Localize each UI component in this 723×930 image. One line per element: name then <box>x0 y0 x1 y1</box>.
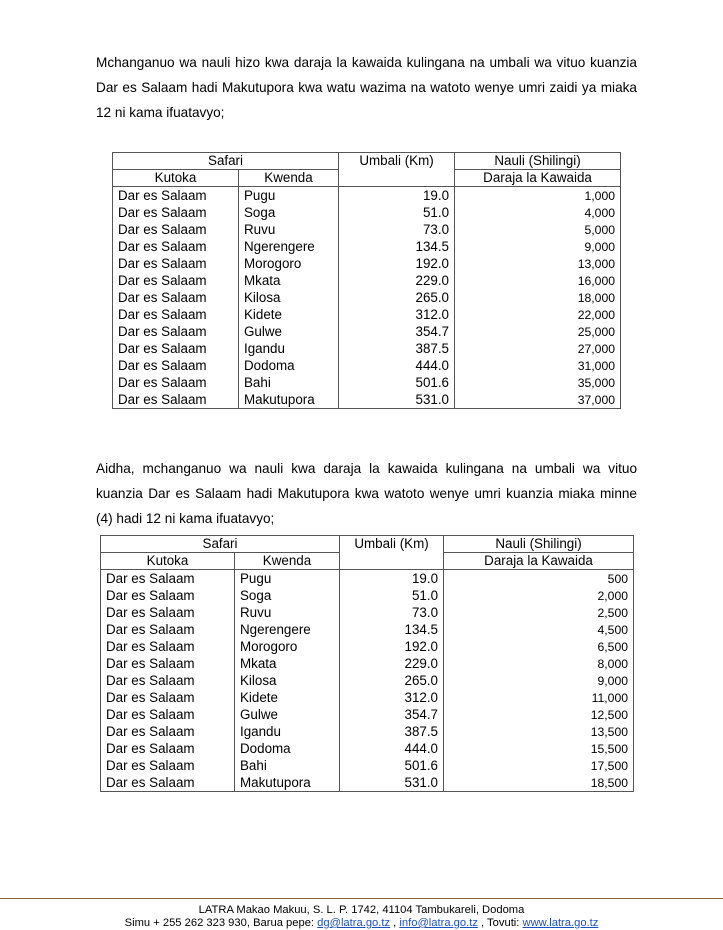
table-row <box>113 187 621 205</box>
table-row <box>113 357 621 374</box>
header-umbali: Umbali (Km) <box>340 536 444 570</box>
cell-to: Makutupora <box>235 774 340 792</box>
cell-fare: 5,000 <box>455 221 621 238</box>
cell-distance: 19.0 <box>340 570 444 588</box>
table-row <box>113 340 621 357</box>
cell-to: Igandu <box>239 340 339 357</box>
cell-fare: 22,000 <box>455 306 621 323</box>
cell-from: Dar es Salaam <box>101 587 235 604</box>
cell-distance: 387.5 <box>339 340 455 357</box>
intro-paragraph-adults: Mchanganuo wa nauli hizo kwa daraja la kawaida kulingana na umbali wa vituo kuanzia Dar es Salaam hadi Makutupora kwa watu wazima na watoto wenye umri zaidi ya miaka 12 ni kama ifuatavyo; <box>96 55 637 120</box>
cell-to: Bahi <box>235 757 340 774</box>
cell-distance: 354.7 <box>339 323 455 340</box>
header-kwenda: Kwenda <box>239 170 339 187</box>
cell-fare: 18,000 <box>455 289 621 306</box>
intro-paragraph-children: Aidha, mchanganuo wa nauli kwa daraja la kawaida kulingana na umbali wa vituo kuanzia Dar es Salaam hadi Makutupora kwa watoto wenye umri kuanzia miaka minne (4) hadi 12 ni kama ifuatavyo; <box>96 461 637 526</box>
table-row <box>113 323 621 340</box>
table-row <box>113 238 621 255</box>
cell-distance: 265.0 <box>340 672 444 689</box>
fare-table-children <box>100 535 634 792</box>
cell-distance: 51.0 <box>339 204 455 221</box>
cell-from: Dar es Salaam <box>101 740 235 757</box>
header-safari: Safari <box>101 536 340 553</box>
table-row <box>113 306 621 323</box>
cell-fare: 4,000 <box>455 204 621 221</box>
cell-fare: 11,000 <box>444 689 634 706</box>
table-row <box>113 204 621 221</box>
cell-to: Kilosa <box>239 289 339 306</box>
cell-distance: 265.0 <box>339 289 455 306</box>
table-row <box>101 655 634 672</box>
cell-from: Dar es Salaam <box>101 672 235 689</box>
header-safari: Safari <box>113 153 339 170</box>
footer-phone: Simu + 255 262 323 930, Barua pepe: <box>124 917 318 929</box>
cell-to: Morogoro <box>239 255 339 272</box>
cell-distance: 51.0 <box>340 587 444 604</box>
cell-to: Soga <box>239 204 339 221</box>
header-nauli: Nauli (Shilingi) <box>455 153 621 170</box>
header-daraja: Daraja la Kawaida <box>455 170 621 187</box>
cell-to: Ngerengere <box>235 621 340 638</box>
cell-to: Dodoma <box>235 740 340 757</box>
table-row <box>101 604 634 621</box>
cell-distance: 192.0 <box>339 255 455 272</box>
cell-to: Ruvu <box>239 221 339 238</box>
cell-fare: 6,500 <box>444 638 634 655</box>
cell-distance: 501.6 <box>339 374 455 391</box>
cell-from: Dar es Salaam <box>101 757 235 774</box>
cell-fare: 37,000 <box>455 391 621 409</box>
cell-to: Mkata <box>235 655 340 672</box>
cell-distance: 73.0 <box>340 604 444 621</box>
table-row <box>113 221 621 238</box>
cell-distance: 134.5 <box>340 621 444 638</box>
cell-fare: 13,000 <box>455 255 621 272</box>
email-link-info[interactable]: info@latra.go.tz <box>399 917 478 929</box>
cell-from: Dar es Salaam <box>113 357 239 374</box>
cell-from: Dar es Salaam <box>113 255 239 272</box>
cell-distance: 531.0 <box>340 774 444 792</box>
cell-fare: 15,500 <box>444 740 634 757</box>
cell-from: Dar es Salaam <box>113 391 239 409</box>
table-row <box>101 740 634 757</box>
cell-fare: 13,500 <box>444 723 634 740</box>
cell-fare: 18,500 <box>444 774 634 792</box>
cell-from: Dar es Salaam <box>113 238 239 255</box>
cell-from: Dar es Salaam <box>113 187 239 205</box>
cell-from: Dar es Salaam <box>113 374 239 391</box>
table-row <box>101 672 634 689</box>
cell-to: Ngerengere <box>239 238 339 255</box>
cell-fare: 16,000 <box>455 272 621 289</box>
cell-fare: 27,000 <box>455 340 621 357</box>
cell-fare: 12,500 <box>444 706 634 723</box>
cell-to: Pugu <box>235 570 340 588</box>
cell-from: Dar es Salaam <box>101 689 235 706</box>
cell-to: Pugu <box>239 187 339 205</box>
cell-from: Dar es Salaam <box>101 638 235 655</box>
cell-distance: 229.0 <box>340 655 444 672</box>
cell-from: Dar es Salaam <box>113 204 239 221</box>
cell-distance: 73.0 <box>339 221 455 238</box>
table-row <box>101 723 634 740</box>
footer-separator: , Tovuti: <box>477 917 523 929</box>
cell-fare: 9,000 <box>444 672 634 689</box>
cell-distance: 387.5 <box>340 723 444 740</box>
cell-to: Kidete <box>239 306 339 323</box>
email-link-dg[interactable]: dg@latra.go.tz <box>317 917 391 929</box>
cell-from: Dar es Salaam <box>113 323 239 340</box>
fare-table-adults <box>112 152 621 409</box>
table-row <box>113 289 621 306</box>
cell-distance: 531.0 <box>339 391 455 409</box>
cell-fare: 25,000 <box>455 323 621 340</box>
header-daraja: Daraja la Kawaida <box>444 553 634 570</box>
footer-address: LATRA Makao Makuu, S. L. P. 1742, 41104 Tambukareli, Dodoma <box>198 904 525 916</box>
cell-from: Dar es Salaam <box>113 221 239 238</box>
cell-fare: 4,500 <box>444 621 634 638</box>
cell-fare: 2,000 <box>444 587 634 604</box>
header-kwenda: Kwenda <box>235 553 340 570</box>
cell-to: Kilosa <box>235 672 340 689</box>
cell-to: Dodoma <box>239 357 339 374</box>
cell-to: Makutupora <box>239 391 339 409</box>
cell-distance: 134.5 <box>339 238 455 255</box>
cell-from: Dar es Salaam <box>101 655 235 672</box>
cell-to: Morogoro <box>235 638 340 655</box>
table-row <box>101 570 634 588</box>
header-kutoka: Kutoka <box>113 170 239 187</box>
cell-distance: 354.7 <box>340 706 444 723</box>
cell-from: Dar es Salaam <box>113 289 239 306</box>
cell-from: Dar es Salaam <box>113 340 239 357</box>
header-kutoka: Kutoka <box>101 553 235 570</box>
table-row <box>101 774 634 792</box>
cell-distance: 312.0 <box>340 689 444 706</box>
footer-separator: , <box>390 917 400 929</box>
cell-from: Dar es Salaam <box>101 723 235 740</box>
table-row <box>113 391 621 409</box>
website-link[interactable]: www.latra.go.tz <box>522 917 599 929</box>
cell-distance: 312.0 <box>339 306 455 323</box>
table-row <box>101 689 634 706</box>
header-umbali: Umbali (Km) <box>339 153 455 187</box>
table-row <box>101 706 634 723</box>
cell-distance: 229.0 <box>339 272 455 289</box>
cell-fare: 35,000 <box>455 374 621 391</box>
cell-to: Kidete <box>235 689 340 706</box>
cell-fare: 31,000 <box>455 357 621 374</box>
cell-distance: 444.0 <box>340 740 444 757</box>
cell-from: Dar es Salaam <box>101 774 235 792</box>
cell-distance: 501.6 <box>340 757 444 774</box>
table-row <box>101 757 634 774</box>
cell-from: Dar es Salaam <box>101 706 235 723</box>
cell-to: Soga <box>235 587 340 604</box>
footer-divider <box>0 898 723 899</box>
cell-to: Gulwe <box>239 323 339 340</box>
table-row <box>113 374 621 391</box>
cell-from: Dar es Salaam <box>113 306 239 323</box>
cell-fare: 2,500 <box>444 604 634 621</box>
cell-distance: 192.0 <box>340 638 444 655</box>
cell-to: Mkata <box>239 272 339 289</box>
cell-fare: 9,000 <box>455 238 621 255</box>
table-row <box>113 272 621 289</box>
cell-fare: 500 <box>444 570 634 588</box>
cell-from: Dar es Salaam <box>113 272 239 289</box>
footer-contacts <box>0 916 723 930</box>
cell-to: Gulwe <box>235 706 340 723</box>
cell-from: Dar es Salaam <box>101 621 235 638</box>
cell-fare: 17,500 <box>444 757 634 774</box>
cell-fare: 1,000 <box>455 187 621 205</box>
cell-from: Dar es Salaam <box>101 604 235 621</box>
table-row <box>101 587 634 604</box>
cell-to: Igandu <box>235 723 340 740</box>
cell-distance: 19.0 <box>339 187 455 205</box>
header-nauli: Nauli (Shilingi) <box>444 536 634 553</box>
cell-to: Bahi <box>239 374 339 391</box>
cell-to: Ruvu <box>235 604 340 621</box>
table-row <box>101 621 634 638</box>
cell-distance: 444.0 <box>339 357 455 374</box>
table-row <box>113 255 621 272</box>
table-row <box>101 638 634 655</box>
cell-fare: 8,000 <box>444 655 634 672</box>
cell-from: Dar es Salaam <box>101 570 235 588</box>
